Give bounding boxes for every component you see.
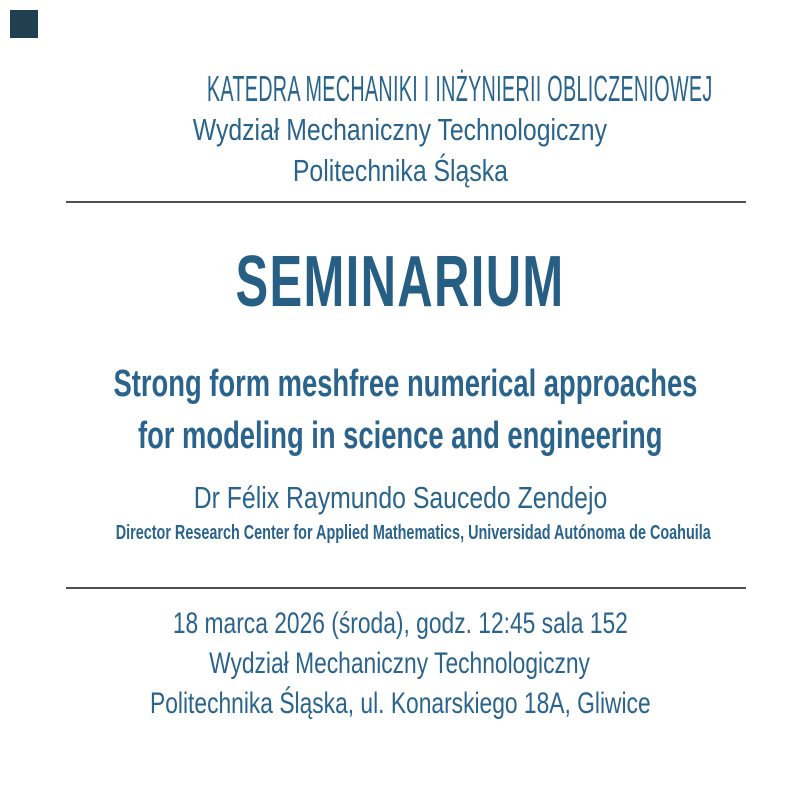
corner-mark: [10, 10, 38, 38]
seminar-heading: [0, 242, 800, 322]
talk-title-line-1: [0, 358, 800, 410]
department-name: [0, 68, 800, 109]
event-venue-text: Wydział Mechaniczny Technologiczny: [209, 647, 591, 680]
talk-title-line-2: [0, 410, 800, 462]
event-datetime: [0, 604, 800, 644]
event-datetime-text: 18 marca 2026 (środa), godz. 12:45 sala 152: [172, 607, 628, 640]
divider-top: [66, 201, 746, 203]
talk-title-line-2-text: for modeling in science and engineering: [137, 415, 663, 457]
divider-bottom: [66, 587, 746, 589]
speaker-name: [0, 478, 800, 518]
university-name: [0, 150, 800, 191]
event-address-text: Politechnika Śląska, ul. Konarskiego 18A, Gliwice: [149, 687, 651, 720]
faculty-name: [0, 109, 800, 150]
seminar-heading-text: SEMINARIUM: [235, 242, 565, 322]
event-venue: [0, 644, 800, 684]
department-name-text: KATEDRA MECHANIKI I INŻYNIERII OBLICZENIOWEJ: [206, 68, 713, 109]
university-name-text: Politechnika Śląska: [292, 153, 508, 188]
event-address: [0, 684, 800, 724]
faculty-name-text: Wydział Mechaniczny Technologiczny: [192, 112, 608, 147]
talk-title-line-1-text: Strong form meshfree numerical approaches: [113, 363, 698, 405]
speaker-name-text: Dr Félix Raymundo Saucedo Zendejo: [193, 480, 607, 515]
speaker-affiliation: [0, 520, 800, 546]
speaker-affiliation-text: Director Research Center for Applied Mathematics, Universidad Autónoma de Coahuila: [115, 522, 711, 544]
